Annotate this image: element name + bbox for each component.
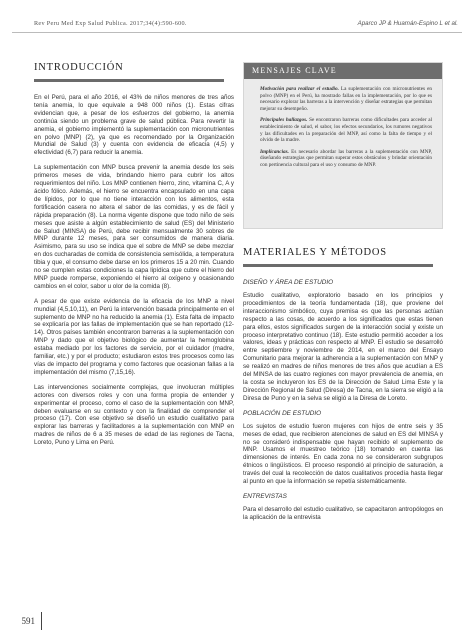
key-message-text: Se encontraron barreras como dificultades para acceder al establecimiento de salud, el sabor, los efectos secundarios, los rumores negativos y las dificultades en la preparación del MNP, así como la falta de tiempo y el olvido de la madre. — [260, 117, 433, 144]
intro-heading: INTRODUCCIÓN — [34, 62, 124, 73]
subheading-design: DISEÑO Y ÁREA DE ESTUDIO — [243, 279, 334, 286]
intro-paragraph-1: En el Perú, para el año 2016, el 43% de niños menores de tres años tenía anemia, lo que equivale a 948 000 niños (1). Estas cifras evidencian que, a pesar de los esfuerzos del gobierno, la anemia continúa siendo un problema grave de salud pública. Para revertir la anemia, el gobierno implementó la suplementación con micronutrientes en polvo (MNP) (2), ya que es recomendado por la Organización Mundial de Salud (3) y cuenta con evidencia de eficacia (4,5) y efectividad (6,7) para reducir la anemia. — [34, 94, 234, 157]
key-messages-box — [243, 62, 443, 229]
heading-rule — [34, 79, 224, 82]
methods-paragraph-1: Estudio cualitativo, exploratorio basado en los principios y procedimientos de la teoría fundamentada (18), que proviene del interaccionismo simbólico, cuya premisa es que las personas actúan respecto a las cosas, de acuerdo a los significados que estas tienen para ellos, estos significados surgen de la interacción social y existe un proceso interpretativo continuo (18). Este estudio permitió acceder a los valores, ideas y prácticas con respecto al MNP. El estudio se desarrolló entre septiembre y noviembre de 2014, en el marco del Ensayo Comunitario para mejorar la adherencia a la suplementación con MNP y se realizó en madres de niños menores de tres años que acudían a ES del MINSA de las cuatro regiones con mayor prevalencia de anemia, en la costa se incluyeron los ES de la Dirección de Salud Lima Este y la Dirección Regional de Salud (Diresa) de Tacna, en la sierra se eligió a la Diresa de Puno y en la selva se eligió a la Diresa de Loreto. — [243, 292, 443, 402]
key-message-text: Es necesario abordar las barreras a la suplementación con MNP, diseñando estrategias que permitan superar estos obstáculos y brindar orientación con pertinencia cultural para el uso y consumo de MNP. — [260, 148, 432, 168]
key-message-findings — [260, 117, 432, 143]
right-column — [243, 62, 443, 529]
methods-paragraph-2: Los sujetos de estudio fueron mujeres con hijos de entre seis y 35 meses de edad, que recibieron atenciones de salud en ES del MINSA y no se consideró indispensable que hayan recibido el suplemento de MNP. Usamos el muestreo teórico (18) tomando en cuenta las dimensiones de interés. En cada zona no se consideraron subgrupos étnicos o lingüísticos. El proceso respondió al principio de saturación, a través del cual la recolección de datos cualitativos procedía hasta llegar al punto en que la información se repetía sistemáticamente. — [243, 422, 443, 486]
subheading-population: POBLACIÓN DE ESTUDIO — [243, 409, 322, 417]
page-number: 591 — [10, 612, 42, 630]
methods-heading: MATERIALES Y MÉTODOS — [243, 247, 387, 258]
intro-paragraph-3: A pesar de que existe evidencia de la eficacia de los MNP a nivel mundial (4,5,10,11), en Perú la intervención basada principalmente en el suplemento de MNP no ha reducido la anemia (1). Esta falta de impacto se explicaría por las fallas de implementación que se han reportado (12-14). Otros países también encontraron barreras a la suplementación con MNP y dado que el objetivo biológico de aumentar la hemoglobina estaba mediado por los factores de servicio, por el cuidador (madre, familiar, etc.) y por el producto; estudiaron estos tres procesos como las vías de impacto del programa y como factores que ocasionan fallas a la implementación del mismo (7,15,16). — [34, 297, 234, 376]
key-message-lead: Motivación para realizar el estudio. — [260, 86, 339, 92]
journal-citation: Rev Peru Med Exp Salud Publica. 2017;34(4):590-600. — [34, 20, 187, 27]
heading-rule — [243, 264, 433, 267]
key-message-implications — [260, 149, 432, 169]
key-message-lead: Principales hallazgos. — [260, 117, 308, 124]
intro-paragraph-2: La suplementación con MNP busca prevenir la anemia desde los seis primeros meses de vida, brindando hierro para cubrir los altos requerimientos del niño. Los MNP contienen hierro, zinc, vitamina C, A y ácido fólico. Además, el hierro se encuentra encapsulado en una capa de lípidos, por lo que no tiene interacción con los alimentos, esta fortificación casera no altera el sabor de las comidas, y es de fácil y rápida preparación (8). La norma vigente dispone que todo niño de seis meses que asiste a algún establecimiento de salud (ES) del Ministerio de Salud (MINSA) de Perú, debe recibir mensualmente 30 sobres de MNP durante 12 meses, para ser consumidos de manera diaria. Asimismo, para su uso se indica que el sobre de MNP se debe mezclar en dos cucharadas de comida de consistencia semisólida, a temperatura tibia y que, el consumo debe darse en los primeros 15 a 20 min. Cuando no se cumplen estas condiciones la capa lipídica que cubre el hierro del MNP puede romperse, exponiendo el hierro al oxígeno y ocasionando cambios en el color, sabor u olor de la comida (8). — [34, 164, 234, 290]
subheading-interviews: ENTREVISTAS — [243, 492, 287, 500]
methods-paragraph-3: Para el desarrollo del estudio cualitativo, se capacitaron antropólogos en la aplicación de la entrevista — [243, 505, 443, 521]
key-message-lead: Implicancias. — [260, 148, 289, 155]
author-line: Aparco JP & Huamán-Espino L et al. — [357, 20, 458, 27]
key-message-motivation — [260, 86, 432, 112]
running-header — [12, 18, 462, 33]
left-column — [34, 62, 234, 454]
intro-paragraph-4: Las intervenciones socialmente complejas, que involucran múltiples actores con diversos roles y con una forma propia de entender y experimentar el proceso, como el caso de la suplementación con MNP, deben evaluarse en su contexto y con la finalidad de comprender el proceso (17). Con ese objetivo se diseñó un estudio cualitativo para explorar las barreras y facilitadores a la suplementación con MNP en madres de niños de 6 a 35 meses de edad de las regiones de Tacna, Loreto, Puno y Lima en Perú. — [34, 383, 234, 447]
key-messages-title: MENSAJES CLAVE — [244, 63, 442, 79]
key-message-text: La suplementación con micronutrientes en polvo (MNP) en el Perú, ha mostrado fallas en la implementación, por lo que es necesario explorar las barreras a la intervención y diseñar estrategias que permitan mejorar su desempeño. — [260, 86, 432, 112]
